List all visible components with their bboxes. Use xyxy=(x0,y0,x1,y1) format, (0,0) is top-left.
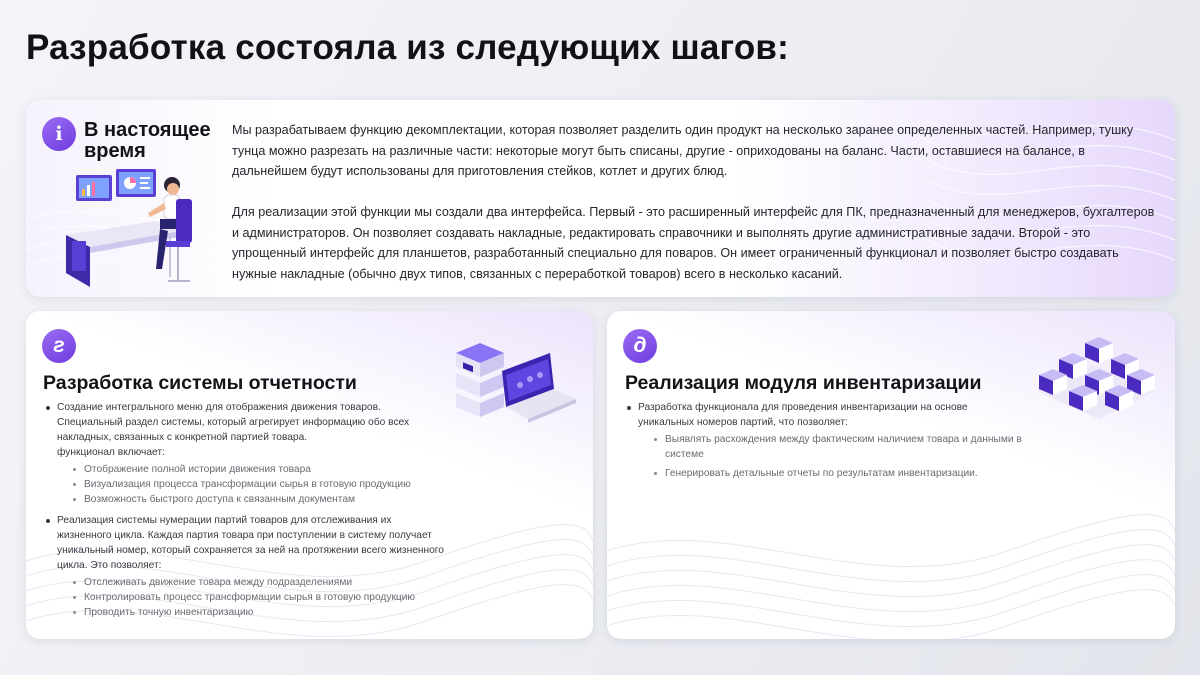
list-item xyxy=(625,400,1025,481)
sub-list-item: Отображение полной истории движения товара xyxy=(57,462,444,477)
letter-d-icon: д xyxy=(623,329,657,363)
description-paragraph: Для реализации этой функции мы создали два интерфейса. Первый - это расширенный интерфейс для ПК, предназначенный для менеджеров, бухгалтеров и администраторов. Он позволяет создавать накладные, редактировать справочники и выполнять другие административные задачи. Второй - это упрощенный интерфейс для планшетов, разработанный специально для поваров. Он имеет ограниченный функционал и позволяет быстро создавать нужные накладные (обычно двух типов, связанных с переработкой товаров) всего в несколько касаний. xyxy=(232,205,1155,281)
letter-g-icon: г xyxy=(42,329,76,363)
sub-list-item: Контролировать процесс трансформации сырья в готовую продукцию xyxy=(57,590,444,605)
sub-list xyxy=(57,462,444,507)
list-item xyxy=(44,400,444,507)
current-status-card xyxy=(26,100,1175,297)
sub-list-item: Генерировать детальные отчеты по результатам инвентаризации. xyxy=(638,466,1025,481)
inventory-module-card xyxy=(607,311,1175,639)
list-item-text: Создание интегрального меню для отображения движения товаров. Специальный раздел системы, который агрегирует информацию обо всех накладных, связанных с конкретной партией товара. xyxy=(57,402,410,443)
current-status-heading: В настоящее время xyxy=(84,119,211,162)
info-icon: i xyxy=(42,117,76,151)
list-item-text: Разработка функционала для проведения инвентаризации на основе уникальных номеров партий, что позволяет: xyxy=(638,402,968,428)
list-item xyxy=(44,513,444,620)
sub-list-item: Визуализация процесса трансформации сырья в готовую продукцию xyxy=(57,477,444,492)
inventory-module-title: Реализация модуля инвентаризации xyxy=(625,372,982,394)
list-item-text: Реализация системы нумерации партий товаров для отслеживания их жизненного цикла. Каждая партия товара при поступлении в систему получает уникальный номер, который сохраняется за ней на протяжении всего жизненного цикла. Это позволяет: xyxy=(57,515,444,571)
reporting-system-card xyxy=(26,311,593,639)
sub-list-item: Отслеживать движение товара между подразделениями xyxy=(57,575,444,590)
sub-list-item: Выявлять расхождения между фактическим наличием товара и данными в системе xyxy=(638,432,1025,462)
description-paragraph: Мы разрабатываем функцию декомплектации, которая позволяет разделить один продукт на несколько заранее определенных частей. Например, тушку тунца можно разрезать на различные части: некоторые могут быть списаны, другие - оприходованы на баланс. Части, оставшиеся на балансе, в дальнейшем будут использованы для приготовления стейков, котлет и других блюд. xyxy=(232,123,1134,178)
reporting-system-list xyxy=(44,400,444,620)
inventory-module-list xyxy=(625,400,1025,481)
slide-title: Разработка состояла из следующих шагов: xyxy=(26,28,789,67)
sub-list-item: Возможность быстрого доступа к связанным документам xyxy=(57,492,444,507)
sub-list-item: Проводить точную инвентаризацию xyxy=(57,605,444,620)
analyst-at-desk-illustration xyxy=(60,165,210,295)
list-item-extra: функционал включает: xyxy=(57,447,165,458)
sub-list xyxy=(638,432,1025,481)
reporting-system-title: Разработка системы отчетности xyxy=(43,372,357,394)
sub-list xyxy=(57,575,444,620)
servers-and-laptop-illustration xyxy=(450,331,580,431)
isometric-cubes-illustration xyxy=(1029,329,1163,429)
current-status-description xyxy=(232,120,1162,284)
